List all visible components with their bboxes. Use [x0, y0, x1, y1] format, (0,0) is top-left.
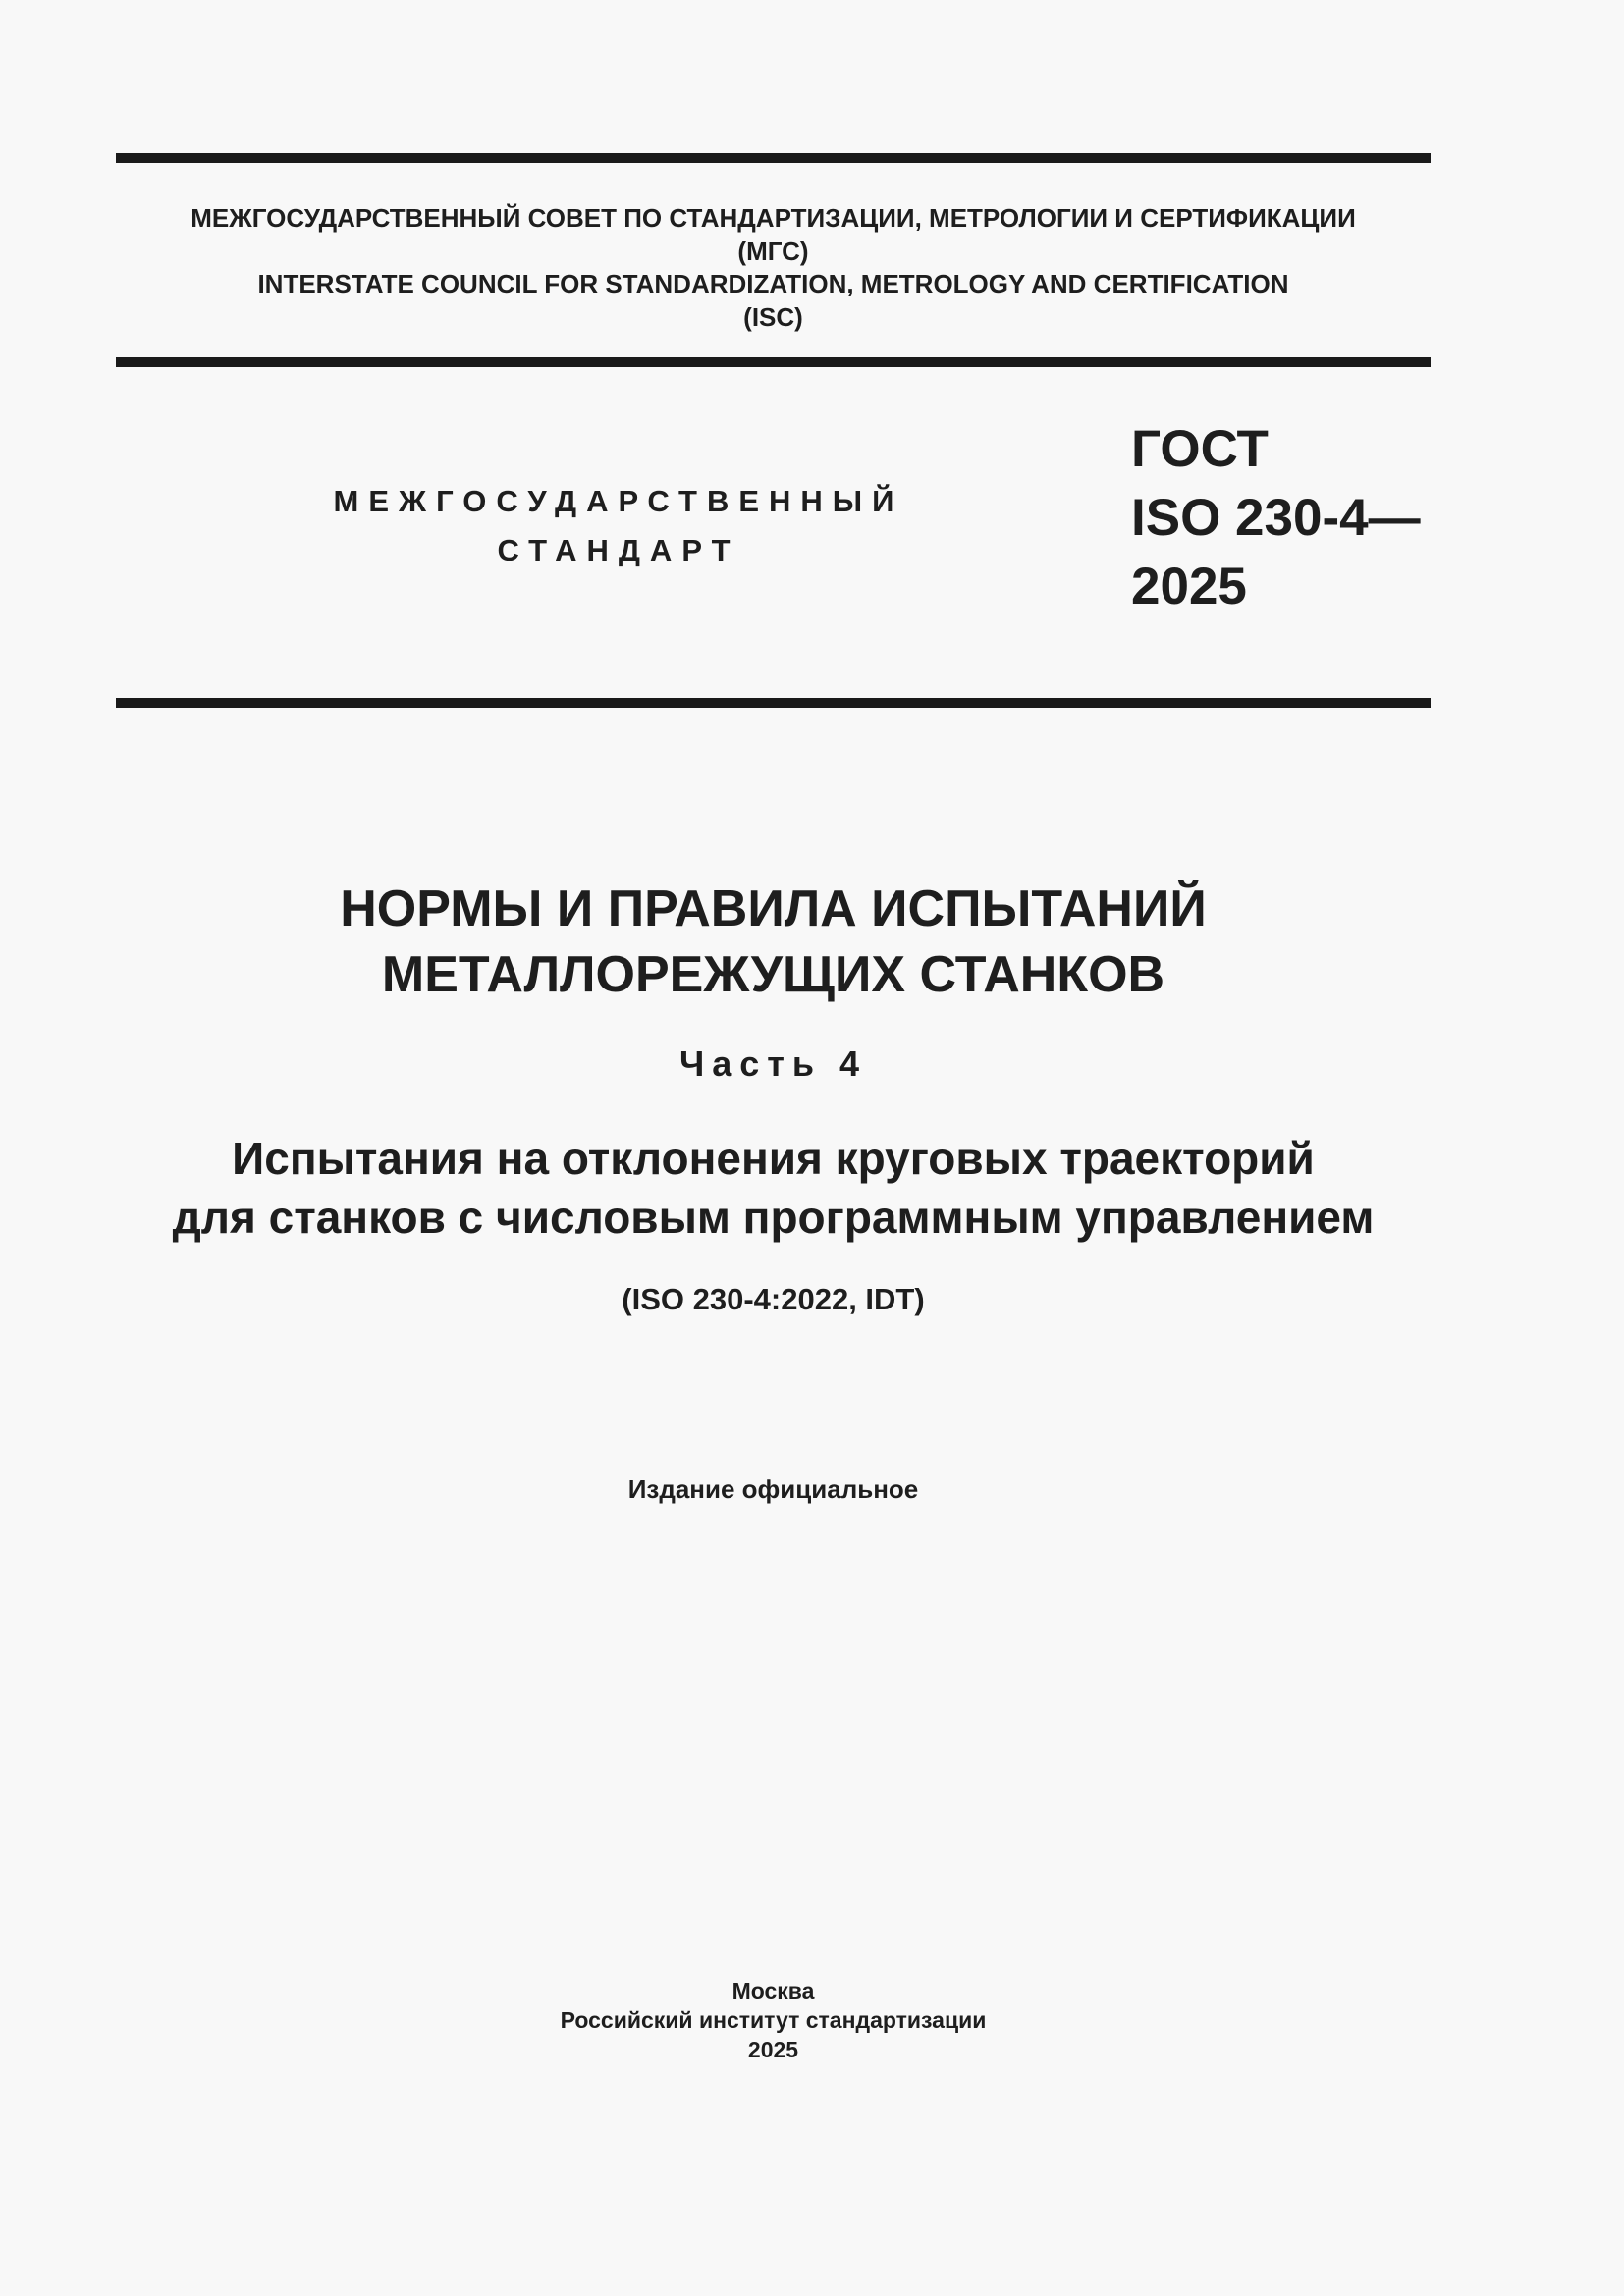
council-name-en: INTERSTATE COUNCIL FOR STANDARDIZATION, METROLOGY AND CERTIFICATION	[257, 269, 1289, 298]
standard-type-line2: СТАНДАРТ	[497, 533, 740, 567]
iso-reference: (ISO 230-4:2022, IDT)	[622, 1282, 925, 1316]
subtitle-line2: для станков с числовым программным управлением	[172, 1192, 1375, 1243]
designation-line3: 2025	[1131, 558, 1247, 615]
part-number: Часть 4	[678, 1043, 868, 1084]
standard-type	[324, 477, 913, 575]
subtitle-line1: Испытания на отклонения круговых траекторий	[232, 1133, 1315, 1184]
top-divider	[116, 153, 1431, 163]
edition-label: Издание официальное	[627, 1474, 919, 1504]
imprint-year: 2025	[747, 2037, 799, 2062]
title-line2: МЕТАЛЛОРЕЖУЩИХ СТАНКОВ	[381, 946, 1165, 1003]
document-subtitle	[116, 1129, 1431, 1247]
standard-type-line1: МЕЖГОСУДАРСТВЕННЫЙ	[333, 484, 904, 518]
designation-line1: ГОСТ	[1131, 420, 1269, 478]
document-title	[116, 877, 1431, 1008]
council-name-ru: МЕЖГОСУДАРСТВЕННЫЙ СОВЕТ ПО СТАНДАРТИЗАЦИИ, МЕТРОЛОГИИ И СЕРТИФИКАЦИИ	[190, 203, 1356, 233]
imprint-city: Москва	[731, 1978, 815, 2003]
council-abbr-ru: (МГС)	[737, 236, 809, 266]
bottom-divider	[116, 698, 1431, 708]
council-abbr-en: (ISC)	[743, 301, 803, 332]
middle-divider	[116, 357, 1431, 367]
imprint-publisher: Российский институт стандартизации	[560, 2007, 987, 2033]
title-line1: НОРМЫ И ПРАВИЛА ИСПЫТАНИЙ	[340, 881, 1207, 937]
imprint	[116, 1976, 1431, 2064]
standard-designation	[1131, 415, 1421, 621]
designation-line2: ISO 230-4—	[1131, 489, 1421, 547]
council-header	[116, 202, 1431, 334]
